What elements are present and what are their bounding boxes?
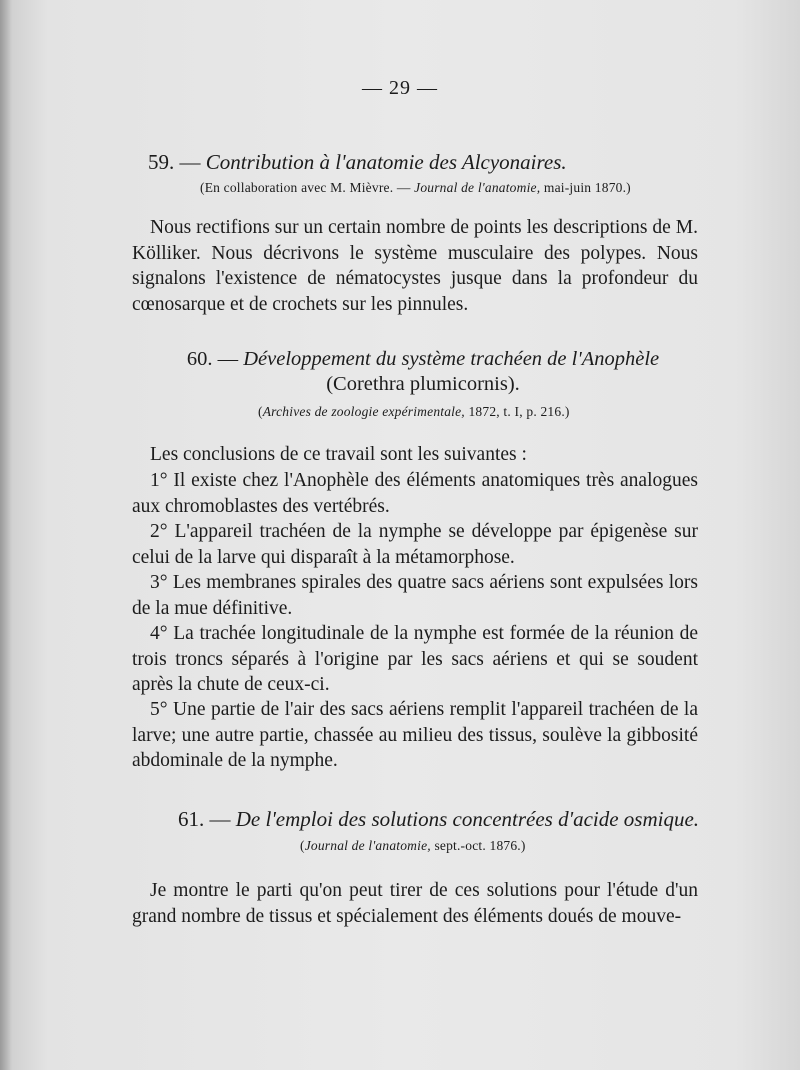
entry-60-point-5: 5° Une partie de l'air des sacs aériens remplit l'appareil trachéen de la larve; une autre partie, chassée au milieu des tissus, soulève la gibbosité abdominale de la nymphe.: [132, 699, 698, 771]
entry-60-point-3: 3° Les membranes spirales des quatre sacs aériens sont expulsées lors de la mue définitive.: [132, 572, 698, 619]
entry-60-point-1: 1° Il existe chez l'Anophèle des éléments anatomiques très analogues aux chromoblastes des vertébrés.: [132, 470, 698, 517]
entry-61-source-journal: Journal de l'anatomie,: [304, 838, 431, 853]
entry-60-title: [148, 347, 698, 397]
entry-59-title: [148, 150, 567, 175]
entry-60-source-prefix: (: [258, 404, 263, 419]
entry-59-source: [200, 180, 631, 196]
entry-60-point-2: 2° L'appareil trachéen de la nymphe se développe par épigenèse sur celui de la larve qui disparaît à la métamorphose.: [132, 521, 698, 568]
entry-60-number: 60.: [186, 348, 213, 370]
entry-61-source-prefix: (: [300, 838, 305, 853]
entry-61-dash: —: [209, 807, 231, 831]
entry-61-number: 61.: [178, 807, 205, 831]
entry-60-intro: Les conclusions de ce travail sont les suivantes :: [150, 444, 527, 465]
entry-59-source-prefix: (En collaboration avec M. Mièvre. —: [200, 180, 411, 195]
entry-60-source: [258, 404, 570, 420]
entry-59-title-text: Contribution à l'anatomie des Alcyonaires.: [205, 150, 567, 174]
entry-60-point-4: 4° La trachée longitudinale de la nymphe est formée de la réunion de trois troncs séparés à l'origine par les sacs aériens et qui se soudent après la chute de ceux-ci.: [132, 623, 698, 695]
entry-61-title: [178, 807, 699, 832]
entry-60-dash: —: [217, 348, 239, 370]
entry-59-paragraph: Nous rectifions sur un certain nombre de points les descriptions de M. Kölliker. Nous décrivons le système musculaire des polypes. Nous signalons l'existence de nématocystes jusque dans la profondeur du cœnosarque et de crochets sur les pinnules.: [132, 217, 698, 315]
page-number: — 29 —: [362, 77, 438, 99]
entry-61-source: [300, 838, 526, 854]
entry-60-title-text: Développement du système trachéen de l'Anophèle: [243, 348, 660, 370]
entry-61-source-suffix: sept.-oct. 1876.): [434, 838, 526, 853]
entry-61-title-text: De l'emploi des solutions concentrées d'acide osmique.: [235, 807, 700, 831]
entry-61-paragraph: Je montre le parti qu'on peut tirer de ces solutions pour l'étude d'un grand nombre de tissus et spécialement des éléments doués de mouve-: [132, 880, 698, 927]
entry-59-source-suffix: mai-juin 1870.): [543, 180, 631, 195]
entry-60-source-suffix: 1872, t. I, p. 216.): [468, 404, 570, 419]
entry-60-source-journal: Archives de zoologie expérimentale,: [262, 404, 465, 419]
entry-59-dash: —: [179, 150, 201, 174]
entry-59-source-journal: Journal de l'anatomie,: [414, 180, 541, 195]
entry-60-title-tail: (Corethra plumicornis).: [326, 373, 520, 395]
entry-59-number: 59.: [148, 150, 175, 174]
